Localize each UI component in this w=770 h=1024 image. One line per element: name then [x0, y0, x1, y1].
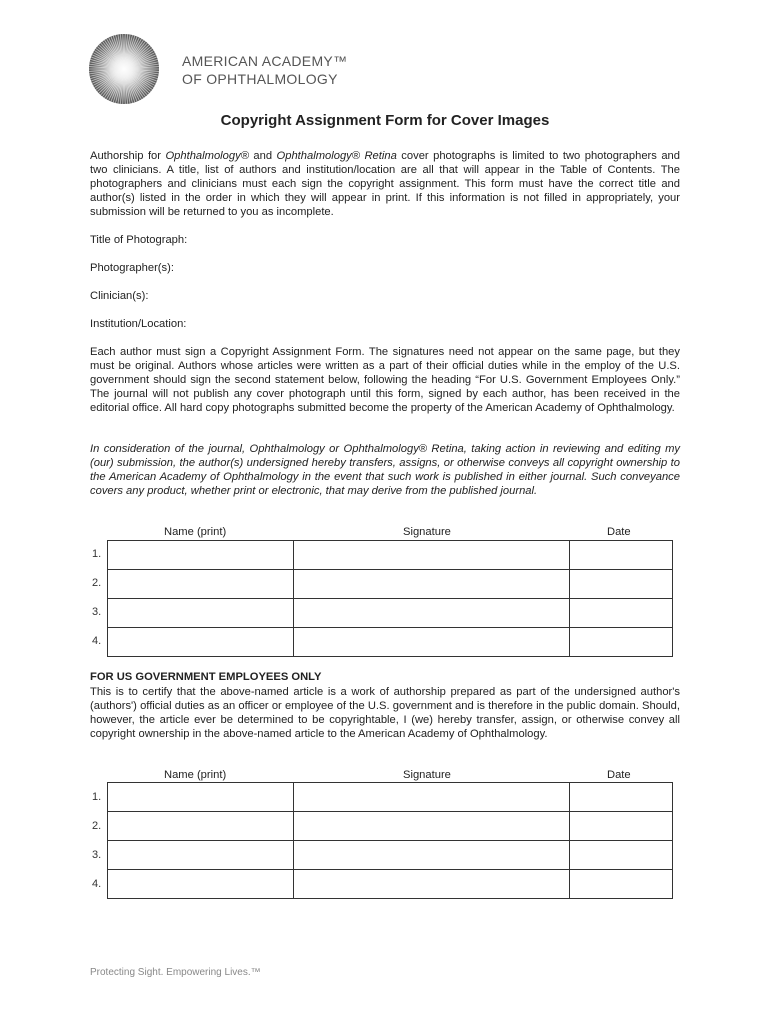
date-cell[interactable] — [570, 812, 673, 841]
date-column-header: Date — [607, 526, 631, 538]
photographers-label: Photographer(s): — [90, 262, 174, 274]
gov-employees-paragraph: This is to certify that the above-named article is a work of authorship prepared as part of the undersigned author's (authors') official duties as an officer or employee of the U.S. government and is therefore in the public domain. Should, however, the article ever be determined to be copyrightable, I (we) hereby transfer, assign, or otherwise convey all copyright ownership in the above-named article to the American Academy of Ophthalmology. — [90, 686, 680, 740]
signature-cell[interactable] — [294, 783, 570, 812]
name-column-header: Name (print) — [164, 526, 227, 538]
signature-cell[interactable] — [294, 541, 570, 570]
table-row — [108, 812, 673, 841]
row-number: 4. — [92, 878, 102, 890]
institution-location-label: Institution/Location: — [90, 318, 187, 330]
gov-employees-heading: FOR US GOVERNMENT EMPLOYEES ONLY — [90, 671, 322, 683]
name-cell[interactable] — [108, 628, 294, 657]
signature-cell[interactable] — [294, 841, 570, 870]
signature-cell[interactable] — [294, 628, 570, 657]
instructions-paragraph: Each author must sign a Copyright Assignment Form. The signatures need not appear on the same page, but they must be original. Authors whose articles were written as a part of their official duties while in the employ of the U.S. government should sign the second statement below, following the heading “For U.S. Government Employees Only.” The journal will not publish any cover photograph until this form, signed by each author, has been received in the editorial office. All hard copy photographs submitted become the property of the American Academy of Ophthalmology. — [90, 346, 680, 414]
footer-tagline: Protecting Sight. Empowering Lives.™ — [90, 967, 261, 978]
gov-name-column-header: Name (print) — [164, 769, 227, 781]
name-cell[interactable] — [108, 599, 294, 628]
title-of-photograph-label: Title of Photograph: — [90, 234, 188, 246]
table-row — [108, 783, 673, 812]
row-number: 2. — [92, 577, 102, 589]
academy-logo-starburst-icon — [88, 33, 160, 105]
logo-line-2: OF OPHTHALMOLOGY — [182, 71, 338, 87]
row-number: 4. — [92, 635, 102, 647]
signature-cell[interactable] — [294, 599, 570, 628]
row-number: 1. — [92, 548, 102, 560]
name-cell[interactable] — [108, 783, 294, 812]
consideration-paragraph: In consideration of the journal, Ophthalmology or Ophthalmology® Retina, taking action in reviewing and editing my (our) submission, the author(s) undersigned hereby transfers, assigns, or otherwise conveys all copyright ownership to the American Academy of Ophthalmology in the event that such work is published in either journal. Such conveyance covers any product, whether print or electronic, that may derive from the published journal. — [90, 443, 680, 497]
signature-cell[interactable] — [294, 570, 570, 599]
table-row — [108, 870, 673, 899]
date-cell[interactable] — [570, 628, 673, 657]
date-cell[interactable] — [570, 841, 673, 870]
gov-signature-table — [107, 782, 673, 899]
name-cell[interactable] — [108, 870, 294, 899]
author-signature-table — [107, 540, 673, 657]
clinicians-label: Clinician(s): — [90, 290, 149, 302]
row-number: 1. — [92, 791, 102, 803]
gov-signature-column-header: Signature — [403, 769, 451, 781]
gov-date-column-header: Date — [607, 769, 631, 781]
name-cell[interactable] — [108, 841, 294, 870]
date-cell[interactable] — [570, 783, 673, 812]
name-cell[interactable] — [108, 812, 294, 841]
intro-paragraph: Authorship for Ophthalmology® and Ophthalmology® Retina cover photographs is limited to two photographers and two clinicians. A title, list of authors and institution/location are all that will appear in the Table of Contents. The photographers and clinicians must each sign the copyright assignment. This form must have the correct title and author(s) listed in the order in which they will appear in print. If this information is not filled in appropriately, your submission will be returned to you as incomplete. — [90, 150, 680, 218]
row-number: 2. — [92, 820, 102, 832]
signature-cell[interactable] — [294, 812, 570, 841]
page-title: Copyright Assignment Form for Cover Images — [220, 112, 550, 129]
signature-cell[interactable] — [294, 870, 570, 899]
academy-logo-text — [182, 52, 347, 88]
table-row — [108, 841, 673, 870]
name-cell[interactable] — [108, 541, 294, 570]
logo-line-1: AMERICAN ACADEMY™ — [182, 53, 348, 69]
date-cell[interactable] — [570, 599, 673, 628]
table-row — [108, 599, 673, 628]
date-cell[interactable] — [570, 541, 673, 570]
name-cell[interactable] — [108, 570, 294, 599]
table-row — [108, 570, 673, 599]
row-number: 3. — [92, 606, 102, 618]
date-cell[interactable] — [570, 570, 673, 599]
date-cell[interactable] — [570, 870, 673, 899]
table-row — [108, 541, 673, 570]
table-row — [108, 628, 673, 657]
signature-column-header: Signature — [403, 526, 451, 538]
row-number: 3. — [92, 849, 102, 861]
